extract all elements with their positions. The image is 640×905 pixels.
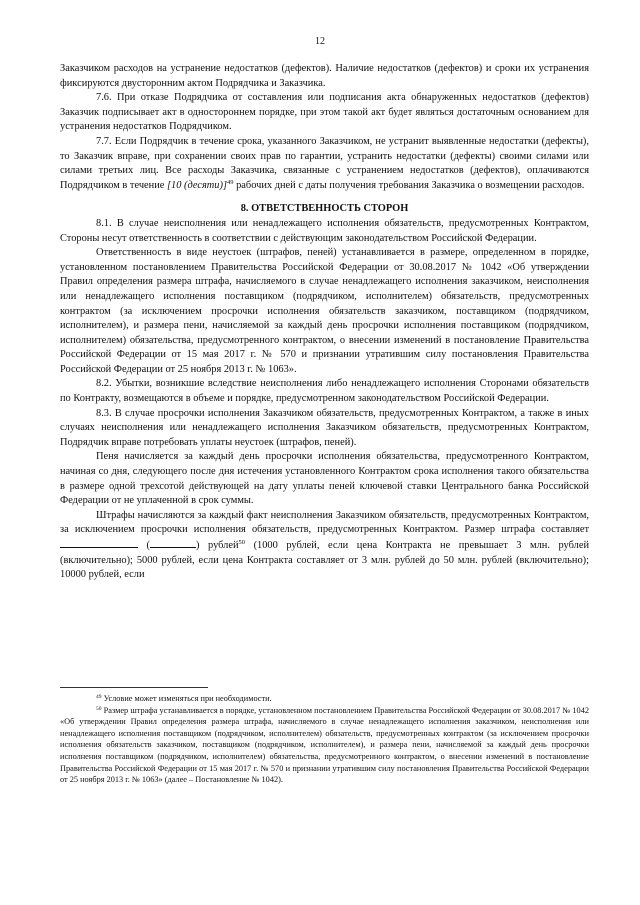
footnote-separator [60, 687, 208, 688]
paragraph-8-2: 8.2. Убытки, возникшие вследствие неисполнения либо ненадлежащего исполнения Сторонами обязательств по Контракту, возмещаются в объеме и порядке, предусмотренном законодательством Российской Федерации. [60, 378, 589, 405]
document-body [60, 62, 589, 583]
fines-text-paren-open: ( [138, 540, 151, 551]
paragraph-7-7-days-italic: [10 (десяти)] [167, 179, 227, 191]
fines-text-end: (1000 рублей, если цена Контракта не превышает 3 млн. рублей (включительно); 5000 рублей, если цена Контракта составляет от 3 млн. рублей до 50 млн. рублей (включительно); 10000 рублей, если [60, 540, 590, 581]
paragraph-7-7 [60, 135, 589, 193]
paragraph-7-6: 7.6. При отказе Подрядчика от составления или подписания акта обнаруженных недостатков (дефектов) Заказчик подписывает акт в одностороннем порядке, при этом такой акт будет являться достаточным основанием для устранения недостатков Подрядчиком. [60, 92, 589, 133]
paragraph-8-3: 8.3. В случае просрочки исполнения Заказчиком обязательств, предусмотренных Контрактом, а также в иных случаях неисполнения или ненадлежащего исполнения Заказчиком обязательств, предусмотренных Контрактом, Подрядчик вправе потребовать уплаты неустоек (штрафов, пеней). [60, 407, 589, 448]
paragraph-7-7-text-start: 7.7. Если Подрядчик в течение срока, указанного Заказчиком, не устранит выявленные недостатки (дефекты), то Заказчик вправе, при сохранении своих прав по гарантии, устранить недостатки (дефекты) своими силами или силами третьих лиц. Все расходы Заказчика, связанные с устранением недостатков (дефектов), оплачиваются Подрядчиком в течение [60, 135, 589, 191]
section-heading-8: 8. ОТВЕТСТВЕННОСТЬ СТОРОН [240, 203, 409, 215]
footnotes [60, 693, 589, 786]
footnote-49-text: Условие может изменяться при необходимости. [101, 694, 272, 703]
paragraph-7-7-text-end: рабочих дней с даты получения требования Заказчика о возмещении расходов. [233, 179, 585, 191]
paragraph-7-5-continued: Заказчиком расходов на устранение недостатков (дефектов). Наличие недостатков (дефектов) и сроки их устранения фиксируются двусторонним актом Подрядчика и Заказчика. [60, 63, 589, 89]
footnote-49-number: 49 [96, 694, 102, 700]
paragraph-8-1: 8.1. В случае неисполнения или ненадлежащего исполнения обязательств, предусмотренных Контрактом, Стороны несут ответственность в соответствии с действующим законодательством Российской Федерации. [60, 217, 589, 244]
paragraph-fines [60, 509, 589, 583]
footnote-ref-49[interactable]: 49 [227, 178, 234, 186]
page-number: 12 [315, 36, 325, 47]
fines-text-start: Штрафы начисляются за каждый факт неисполнения Заказчиком обязательств, предусмотренных Контрактом, за исключением просрочки исполнения обязательств, предусмотренных Контрактом. Размер штрафа составляет [60, 509, 589, 536]
footnote-50 [60, 705, 589, 786]
paragraph-penalty-accrual: Пеня начисляется за каждый день просрочки исполнения обязательства, предусмотренного Контрактом, начиная со дня, следующего после дня истечения установленного Контрактом срока исполнения такого обязательства в размере одной трехсотой действующей на дату уплаты пеней ключевой ставки Центрального банка Российской Федерации от не уплаченной в срок суммы. [60, 451, 589, 507]
fine-amount-blank[interactable] [60, 538, 138, 548]
footnote-50-text: Размер штрафа устанавливается в порядке, установленном постановлением Правительства Российской Федерации от 30.08.2017 № 1042 «Об утверждении Правил определения размера штрафа, начисляемого в случае ненадлежащего исполнения заказчиком, неисполнения или ненадлежащего исполнения поставщиком (подрядчиком, исполнителем) обязательств, предусмотренных контрактом (за исключением просрочки исполнения обязательств заказчиком, поставщиком (подрядчиком, исполнителем), и размера пени, начисляемой за каждый день просрочки исполнения поставщиком (подрядчиком, исполнителем) обязательства, предусмотренного контрактом, о внесении изменений в постановление Правительства Российской Федерации от 15 мая 2017 г. № 570 и признании утратившим силу постановления Правительства Российской Федерации от 25 ноября 2013 г. № 1063» (далее – Постановление № 1042). [60, 705, 589, 785]
footnote-ref-50[interactable]: 50 [238, 539, 246, 546]
paragraph-liability-penalties: Ответственность в виде неустоек (штрафов, пеней) устанавливается в размере, определенном в порядке, установленном постановлением Правительства Российской Федерации от 30.08.2017 № 1042 «Об утверждении Правил определения размера штрафа, начисляемого в случае ненадлежащего исполнения заказчиком, неисполнения или ненадлежащего исполнения поставщиком (подрядчиком, исполнителем) обязательств, предусмотренных контрактом (за исключением просрочки исполнения обязательств заказчиком, поставщиком (подрядчиком, исполнителем), и размера пени, начисляемой за каждый день просрочки исполнения поставщиком (подрядчиком, исполнителем) обязательства, предусмотренного контрактом, о внесении изменений в постановление Правительства Российской Федерации от 15 мая 2017 г. № 570 и признании утратившим силу постановления Правительства Российской Федерации от 25 ноября 2013 г. № 1063». [60, 247, 589, 375]
footnote-50-number: 50 [96, 705, 102, 712]
fines-text-rubles: ) рублей [196, 540, 239, 551]
fine-amount-words-blank[interactable] [150, 538, 196, 548]
footnote-49 [60, 693, 589, 705]
